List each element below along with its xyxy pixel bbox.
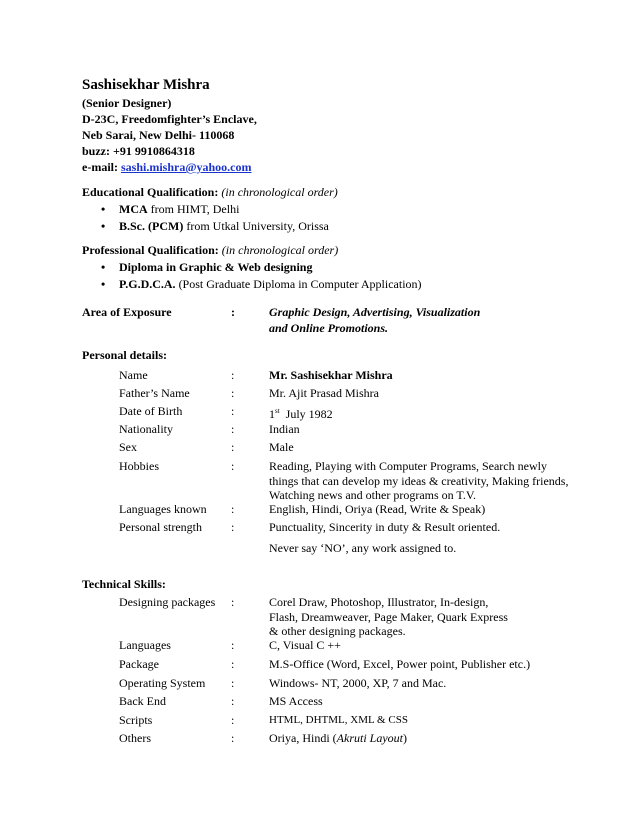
father-name-value: Mr. Ajit Prasad Mishra: [269, 386, 379, 400]
dob-label: Date of Birth: [119, 404, 183, 418]
bullet-icon: •: [101, 219, 106, 233]
designing-line-3: & other designing packages.: [269, 624, 406, 638]
sex-value: Male: [269, 440, 294, 454]
hobbies-label: Hobbies: [119, 459, 159, 473]
designing-packages-label: Designing packages: [119, 595, 216, 609]
personal-strength-line-1: Punctuality, Sincerity in duty & Result oriented.: [269, 520, 501, 534]
phone: buzz: +91 9910864318: [82, 144, 195, 158]
email-line: [82, 160, 252, 175]
email-label: e-mail:: [82, 160, 121, 174]
professional-heading: Professional Qualification:: [82, 243, 219, 257]
exposure-label: Area of Exposure: [82, 305, 172, 319]
professional-detail: (Post Graduate Diploma in Computer Application): [175, 277, 422, 291]
professional-degree: Diploma in Graphic & Web designing: [119, 260, 313, 274]
professional-item: [119, 260, 312, 275]
nationality-label: Nationality: [119, 422, 173, 436]
designation: (Senior Designer): [82, 96, 172, 110]
os-label: Operating System: [119, 676, 206, 690]
nationality-value: Indian: [269, 422, 300, 436]
package-label: Package: [119, 657, 159, 671]
education-degree: MCA: [119, 202, 148, 216]
colon: :: [231, 368, 235, 382]
education-note: (in chronological order): [221, 185, 338, 199]
colon: :: [231, 713, 235, 727]
scripts-value: HTML, DHTML, XML & CSS: [269, 714, 408, 726]
colon: :: [231, 731, 235, 745]
personal-strength-label: Personal strength: [119, 520, 202, 534]
personal-heading: Personal details:: [82, 348, 167, 362]
colon: :: [231, 595, 235, 609]
education-item: [119, 219, 329, 234]
exposure-colon: :: [231, 305, 235, 319]
education-item: [119, 202, 239, 217]
personal-name-value: Mr. Sashisekhar Mishra: [269, 368, 393, 382]
backend-value: MS Access: [269, 694, 323, 708]
professional-item: [119, 277, 422, 292]
education-degree: B.Sc. (PCM): [119, 219, 184, 233]
colon: :: [231, 520, 235, 534]
hobbies-line-3: Watching news and other programs on T.V.: [269, 488, 476, 502]
colon: :: [231, 657, 235, 671]
colon: :: [231, 404, 235, 418]
backend-label: Back End: [119, 694, 166, 708]
colon: :: [231, 440, 235, 454]
sex-label: Sex: [119, 440, 137, 454]
address-line-1: D-23C, Freedomfighter’s Enclave,: [82, 112, 257, 126]
colon: :: [231, 638, 235, 652]
hobbies-line-2: things that can develop my ideas & creativity, Making friends,: [269, 474, 569, 488]
colon: :: [231, 676, 235, 690]
exposure-line-1: Graphic Design, Advertising, Visualization: [269, 305, 481, 319]
colon: :: [231, 386, 235, 400]
colon: :: [231, 422, 235, 436]
education-heading-line: [82, 185, 338, 200]
technical-heading: Technical Skills:: [82, 577, 166, 591]
languages-known-label: Languages known: [119, 502, 207, 516]
designing-line-1: Corel Draw, Photoshop, Illustrator, In-design,: [269, 595, 489, 609]
bullet-icon: •: [101, 277, 106, 291]
languages-known-value: English, Hindi, Oriya (Read, Write & Speak): [269, 502, 486, 516]
education-detail: from Utkal University, Orissa: [183, 219, 329, 233]
bullet-icon: •: [101, 260, 106, 274]
professional-note: (in chronological order): [221, 243, 339, 257]
colon: :: [231, 694, 235, 708]
scripts-label: Scripts: [119, 713, 153, 727]
tech-languages-label: Languages: [119, 638, 171, 652]
designing-line-2: Flash, Dreamweaver, Page Maker, Quark Express: [269, 610, 508, 624]
candidate-name: Sashisekhar Mishra: [82, 77, 210, 93]
others-label: Others: [119, 731, 151, 745]
colon: :: [231, 459, 235, 473]
others-value: Oriya, Hindi (Akruti Layout): [269, 731, 407, 745]
professional-heading-line: [82, 243, 338, 258]
colon: :: [231, 502, 235, 516]
personal-name-label: Name: [119, 368, 148, 382]
os-value: Windows- NT, 2000, XP, 7 and Mac.: [269, 676, 447, 690]
package-value: M.S-Office (Word, Excel, Power point, Publisher etc.): [269, 657, 531, 671]
exposure-line-2: and Online Promotions.: [269, 321, 389, 335]
tech-languages-value: C, Visual C ++: [269, 638, 341, 652]
professional-degree: P.G.D.C.A.: [119, 277, 176, 291]
education-heading: Educational Qualification:: [82, 185, 219, 199]
hobbies-line-1: Reading, Playing with Computer Programs, Search newly: [269, 459, 547, 473]
father-name-label: Father’s Name: [119, 386, 190, 400]
personal-strength-line-2: Never say ‘NO’, any work assigned to.: [269, 541, 457, 555]
email-link[interactable]: sashi.mishra@yahoo.com: [120, 160, 252, 174]
bullet-icon: •: [101, 202, 106, 216]
education-detail: from HIMT, Delhi: [147, 202, 240, 216]
address-line-2: Neb Sarai, New Delhi- 110068: [82, 128, 235, 142]
dob-value: 1st July 1982: [269, 407, 333, 421]
